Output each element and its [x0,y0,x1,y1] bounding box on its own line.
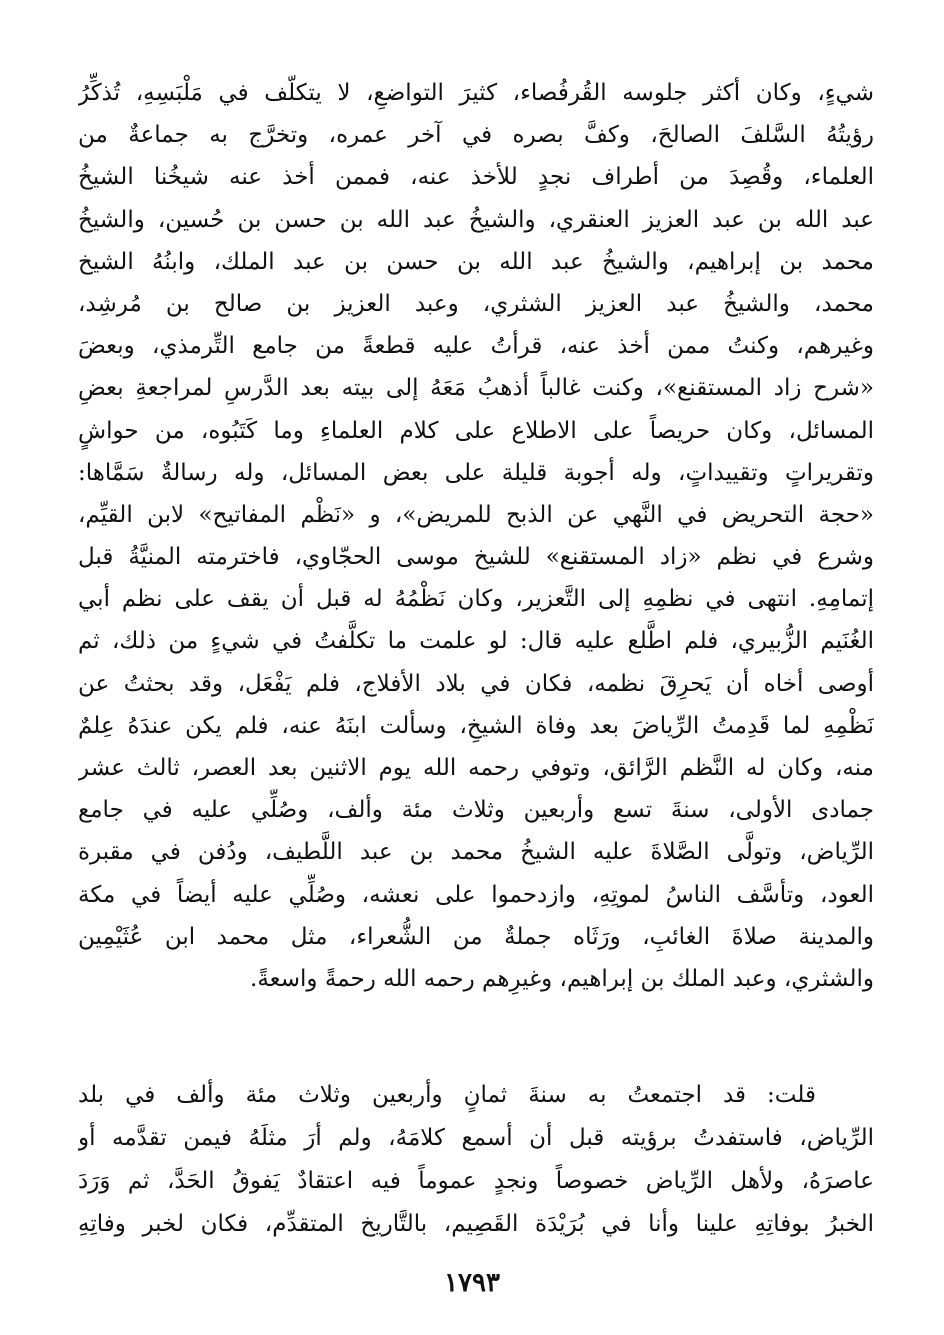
text-line: وشرع في نظم «زاد المستقنع» للشيخ موسى الحجّاوي، فاخترمته المنيَّةُ قبل [78,544,874,571]
text-line: إتمامِهِ. انتهى في نظمِهِ إلى التَّعزير، وكان نَظْمُهُ له قبل أن يقف على نظم أبي [78,586,874,613]
text-line: وغيرهم، وكنتُ ممن أخذ عنه، قرأتُ عليه قطعةً من جامع التِّرمذي، وبعضَ [78,333,874,360]
text-line: رؤيتُهُ السَّلفَ الصالحَ، وكفَّ بصره في آخر عمره، وتخرَّج به جماعةٌ من [78,122,874,149]
text-line: الرِّياض، وتولَّى الصَّلاةَ عليه الشيخُ محمد بن عبد اللَّطيف، ودُفن في مقبرة [78,839,874,866]
text-line: عاصرَهُ، ولأهل الرِّياض خصوصاً ونجدٍ عموماً فيه اعتقادٌ يَفوقُ الحَدَّ، ثم وَرَدَ [78,1168,874,1194]
text-line: والشثري، وعبد الملك بن إبراهيم، وغيرِهم رحمه الله رحمةً واسعةً. [250,965,874,992]
text-line: العلماء، وقُصِدَ من أطراف نجدٍ للأخذ عنه، فممن أخذ عنه شيخُنا الشيخُ [78,164,874,191]
text-line: «حجة التحريض في النَّهي عن الذبح للمريض»، و «نَظْم المفاتيح» لابن القيِّم، [78,501,874,528]
text-line: نَظْمِهِ لما قَدِمتُ الرِّياضَ بعد وفاة الشيخِ، وسألت ابنَهُ عنه، فلم يكن عندَهُ عِلمٌ [78,712,874,739]
text-line: أوصى أخاه أن يَحرِقَ نظمه، فكان في بلاد الأفلاج، فلم يَفْعَل، وقد بحثتُ عن [78,670,874,697]
text-line: وتقريراتٍ وتقييداتٍ، وله أجوبة قليلة على بعض المسائل، وله رسالةٌ سَمَّاها: [78,459,874,486]
note-paragraph [78,1074,874,1246]
page-number: ١٧٩٣ [444,1268,500,1298]
text-line: شيءٍ، وكان أكثر جلوسه القُرفُصاء، كثيرَ التواضعِ، لا يتكلّف في مَلْبَسِهِ، تُذكِّرُ [78,80,874,106]
text-line: الغُنَيم الزُّبيري، فلم اطَّلع عليه قال: لو علمت ما تكلَّفتُ في شيءٍ من ذلك، ثم [78,628,874,655]
text-line: الرِّياض، فاستفدتُ برؤيته قبل أن أسمع كلامَهُ، ولم أرَ مثلَهُ فيمن تقدَّمه أو [78,1125,874,1151]
text-line: الخبرُ بوفاتِهِ علينا وأنا في بُرَيْدَة القَصِيم، بالتَّاريخ المتقدِّم، فكان لخبر وفاتِهِ [78,1211,874,1237]
text-line: العود، وتأسَّف الناسُ لموتِهِ، وازدحموا على نعشه، وصُلِّي عليه أيضاً في مكة [78,881,874,908]
text-line: عبد الله بن عبد العزيز العنقري، والشيخُ عبد الله بن حسن بن حُسين، والشيخُ [78,206,874,233]
text-line: قلت: قد اجتمعتُ به سنةَ ثمانٍ وأربعين وثلاث مئة وألف في بلد [78,1082,816,1108]
text-line: «شرح زاد المستقنع»، وكنت غالباً أذهبُ مَعَهُ إلى بيته بعد الدَّرسِ لمراجعةِ بعضِ [78,375,874,402]
text-line: محمد، والشيخُ عبد العزيز الشثري، وعبد العزيز بن صالح بن مُرشِد، [78,290,874,317]
text-line: والمدينة صلاةَ الغائبِ، ورَثَاه جملةٌ من الشُّعراء، مثل محمد ابن عُثَيْمِين [78,923,874,950]
text-line: المسائل، وكان حريصاً على الاطلاع على كلام العلماءِ وما كَتَبُوه، من حواشٍ [78,417,874,444]
text-line: جمادى الأولى، سنةَ تسع وأربعين وثلاث مئة وألف، وصُلِّي عليه في جامع [78,797,874,824]
text-line: محمد بن إبراهيم، والشيخُ عبد الله بن حسن بن عبد الملك، وابنُهُ الشيخ [78,248,874,275]
main-paragraph [78,72,874,1000]
text-line: منه، وكان له النَّظم الرَّائق، وتوفي رحمه الله يوم الاثنين بعد العصر، ثالث عشر [78,755,874,781]
